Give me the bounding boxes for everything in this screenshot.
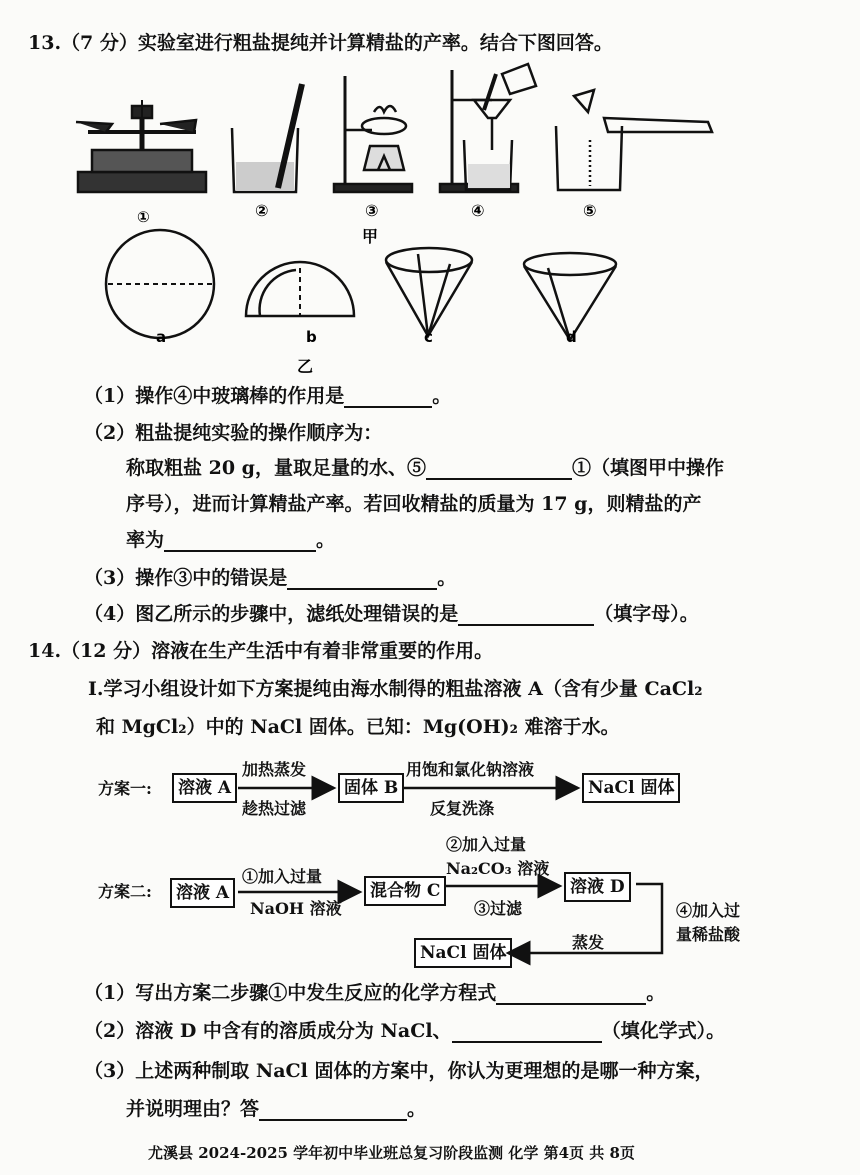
plan1-box-nacl: NaCl 固体 xyxy=(582,773,680,803)
q13-sub3: （3）操作③中的错误是 。 xyxy=(84,567,457,589)
plan1-step2-bottom: 反复洗涤 xyxy=(430,799,495,818)
q14-sub3: （3）上述两种制取 NaCl 固体的方案中，你认为更理想的是哪一种方案， xyxy=(84,1060,714,1082)
plan2-box-mixture-c: 混合物 C xyxy=(364,876,446,906)
plan2-arrow-3 xyxy=(508,884,662,953)
q13-header: 13.（7 分）实验室进行粗盐提纯并计算精盐的产率。结合下图回答。 xyxy=(28,32,613,54)
q14-sub2: （2）溶液 D 中含有的溶质成分为 NaCl、 （填化学式）。 xyxy=(84,1020,726,1042)
q13-sub4: （4）图乙所示的步骤中，滤纸处理错误的是 （填字母）。 xyxy=(84,603,699,625)
plan1-step1-top: 加热蒸发 xyxy=(242,760,307,779)
plan2-label: 方案二: xyxy=(98,882,152,901)
plan2-step4-a: ④加入过 xyxy=(676,901,741,920)
q14-intro-1: Ⅰ.学习小组设计如下方案提纯由海水制得的粗盐溶液 A（含有少量 CaCl₂ xyxy=(88,678,703,700)
q14-sub1: （1）写出方案二步骤①中发生反应的化学方程式 。 xyxy=(84,982,666,1004)
fig-label-4: ④ xyxy=(471,201,485,220)
plan1-label: 方案一: xyxy=(98,779,152,798)
q13-sub2-line1: 称取粗盐 20 g，量取足量的水、⑤ ①（填图甲中操作 xyxy=(126,457,724,479)
plan1-step2-top: 用饱和氯化钠溶液 xyxy=(406,760,535,779)
plan2-box-solution-d: 溶液 D xyxy=(564,872,631,902)
plan2-step2-top2: Na₂CO₃ 溶液 xyxy=(446,859,550,878)
fig-yi-label: 乙 xyxy=(297,357,314,376)
fig2-label-a: a xyxy=(156,328,167,346)
plan1-box-solution-a: 溶液 A xyxy=(172,773,237,803)
plan2-step1-top: ①加入过量 xyxy=(242,867,323,886)
q14-header: 14.（12 分）溶液在生产生活中有着非常重要的作用。 xyxy=(28,640,494,662)
answer-blank[interactable] xyxy=(452,1023,602,1043)
plan2-step4-b: 量稀盐酸 xyxy=(676,925,741,944)
plan1-box-solid-b: 固体 B xyxy=(338,773,404,803)
fig2-label-c: c xyxy=(424,328,433,346)
fig-jia-label: 甲 xyxy=(362,227,379,246)
plan2-step2-top1: ②加入过量 xyxy=(446,835,527,854)
fig-label-5: ⑤ xyxy=(583,201,597,220)
page-footer: 尤溪县 2024-2025 学年初中毕业班总复习阶段监测 化学 第4页 共 8页 xyxy=(148,1144,635,1162)
plan2-box-nacl: NaCl 固体 xyxy=(414,938,512,968)
fig-label-1: ① xyxy=(137,208,150,226)
plan2-step5: 蒸发 xyxy=(572,933,605,952)
fig-label-2: ② xyxy=(255,201,269,220)
q13-sub1: （1）操作④中玻璃棒的作用是 。 xyxy=(84,385,452,407)
plan1-step1-bottom: 趁热过滤 xyxy=(242,799,307,818)
fig-label-3: ③ xyxy=(365,201,379,220)
answer-blank[interactable] xyxy=(496,985,646,1005)
q14-intro-2: 和 MgCl₂）中的 NaCl 固体。已知：Mg(OH)₂ 难溶于水。 xyxy=(96,716,620,738)
plan2-step1-bottom: NaOH 溶液 xyxy=(250,899,342,918)
fig2-label-d: d xyxy=(566,328,577,346)
fig2-label-b: b xyxy=(306,328,317,346)
q13-sub2-line3: 率为 。 xyxy=(126,529,336,551)
q14-sub3b: 并说明理由？答 。 xyxy=(126,1098,427,1120)
plan2-step3: ③过滤 xyxy=(474,899,523,918)
q13-sub2-line2: 序号），进而计算精盐产率。若回收精盐的质量为 17 g，则精盐的产 xyxy=(126,493,702,515)
plan2-box-solution-a: 溶液 A xyxy=(170,878,235,908)
q13-sub2: （2）粗盐提纯实验的操作顺序为： xyxy=(84,422,383,444)
answer-blank[interactable] xyxy=(259,1101,407,1121)
